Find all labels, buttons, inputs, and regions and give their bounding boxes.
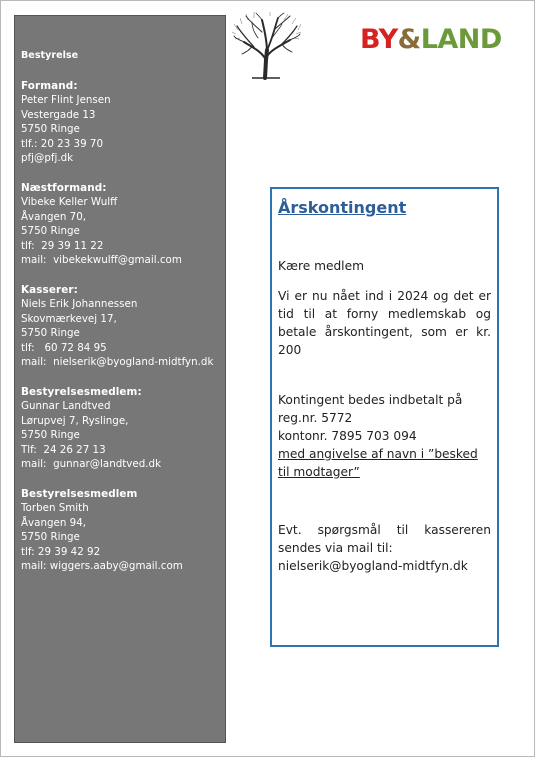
- member-address: Åvangen 94,: [21, 516, 87, 529]
- member-city: 5750 Ringe: [21, 531, 80, 543]
- logo-land: LAND: [420, 24, 502, 55]
- member-city: 5750 Ringe: [21, 327, 80, 339]
- member-phone: tlf: 60 72 84 95: [21, 341, 107, 354]
- member-address: Vestergade 13: [21, 108, 96, 121]
- member-email[interactable]: mail: gunnar@landtved.dk: [21, 458, 162, 470]
- notice-payment-line1: Kontingent bedes indbetalt på: [278, 393, 463, 407]
- notice-intro: Vi er nu nået ind i 2024 og det er tid til at forny medlemskab og betale årskontingent, som er kr. 200: [278, 289, 491, 357]
- notice-reg-number: reg.nr. 5772: [278, 411, 353, 425]
- member-name: Vibeke Keller Wulff: [21, 196, 118, 208]
- member-name: Gunnar Landtved: [21, 400, 111, 412]
- notice-questions: Evt. spørgsmål til kassereren sendes via mail til:: [278, 523, 491, 555]
- member-board-member-1: [21, 385, 225, 472]
- member-board-member-2: [21, 487, 225, 574]
- member-address: Lørupvej 7, Ryslinge,: [21, 414, 129, 427]
- member-role: Kasserer:: [21, 283, 78, 296]
- notice-account-number: kontonr. 7895 703 094: [278, 429, 417, 443]
- member-address: Skovmærkevej 17,: [21, 312, 117, 325]
- logo-by: BY: [360, 24, 398, 55]
- board-sidebar: [14, 15, 226, 743]
- member-city: 5750 Ringe: [21, 429, 80, 441]
- notice-payment: [278, 391, 491, 481]
- member-chairman: [21, 79, 225, 166]
- member-address: Åvangen 70,: [21, 210, 87, 223]
- membership-fee-notice: [270, 187, 499, 647]
- member-role: Formand:: [21, 79, 78, 92]
- notice-greeting: Kære medlem: [278, 259, 364, 273]
- member-name: Torben Smith: [21, 502, 89, 514]
- by-og-land-logo: [360, 20, 520, 60]
- member-email[interactable]: mail: nielserik@byogland-midtfyn.dk: [21, 356, 214, 368]
- notice-payment-note: med angivelse af navn i ”besked til modtager”: [278, 447, 478, 479]
- member-city: 5750 Ringe: [21, 123, 80, 135]
- member-email[interactable]: mail: vibekekwulff@gmail.com: [21, 254, 182, 266]
- member-phone: tlf.: 20 23 39 70: [21, 137, 104, 150]
- logo-ampersand: &: [397, 24, 421, 55]
- notice-email[interactable]: nielserik@byogland-midtfyn.dk: [278, 559, 468, 573]
- member-phone: tlf: 29 39 42 92: [21, 545, 101, 558]
- member-treasurer: [21, 283, 225, 370]
- member-name: Peter Flint Jensen: [21, 94, 111, 106]
- member-role: Næstformand:: [21, 181, 107, 194]
- member-phone: Tlf: 24 26 27 13: [21, 443, 106, 456]
- member-phone: tlf: 29 39 11 22: [21, 239, 104, 252]
- member-vice-chairman: [21, 181, 225, 268]
- member-role: Bestyrelsesmedlem:: [21, 385, 142, 398]
- member-email[interactable]: mail: wiggers.aaby@gmail.com: [21, 560, 183, 572]
- member-city: 5750 Ringe: [21, 225, 80, 237]
- notice-title: Årskontingent: [278, 198, 407, 217]
- member-name: Niels Erik Johannessen: [21, 298, 138, 310]
- member-role: Bestyrelsesmedlem: [21, 487, 138, 500]
- board-title: Bestyrelse: [21, 50, 79, 61]
- member-email[interactable]: pfj@pfj.dk: [21, 152, 74, 164]
- tree-logo-icon: [232, 12, 302, 80]
